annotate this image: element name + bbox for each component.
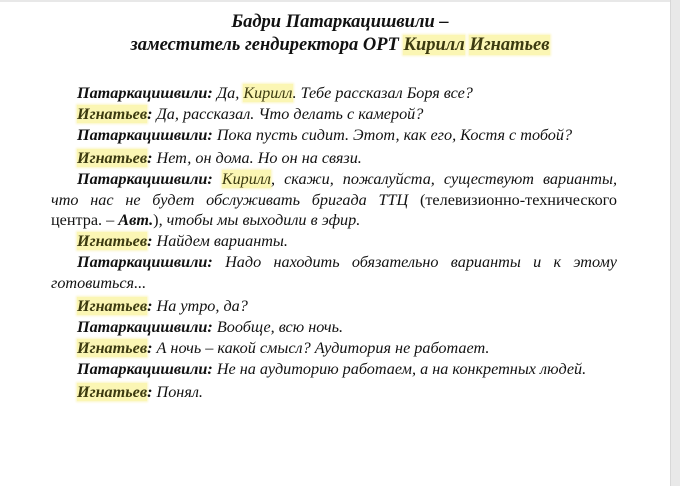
line-text: Вообще, всю ночь. bbox=[212, 317, 344, 336]
viewer-right-gutter bbox=[670, 0, 680, 486]
speaker-name: Патаркацишвили bbox=[77, 253, 208, 272]
dialogue-line bbox=[51, 382, 617, 403]
line-text: А ночь – какой смысл? Аудитория не работает. bbox=[152, 338, 490, 357]
line-text: Понял. bbox=[152, 382, 203, 401]
dialogue-line bbox=[51, 83, 617, 104]
speaker-colon: : bbox=[207, 84, 213, 102]
dialogue-line bbox=[51, 359, 617, 380]
dialogue-line bbox=[51, 252, 617, 294]
editor-note: (телевизионно-технического центра. – bbox=[51, 190, 617, 230]
speaker-name-highlighted: Игнатьев bbox=[77, 297, 148, 316]
dialogue-line bbox=[51, 125, 617, 146]
line-text: На утро, да? bbox=[152, 297, 248, 316]
dialogue-line bbox=[51, 169, 617, 232]
highlighted-name: Кирилл bbox=[243, 84, 293, 102]
dialogue-line bbox=[51, 104, 617, 125]
speaker-name-highlighted: Игнатьев bbox=[77, 104, 148, 123]
dialogue-transcript bbox=[51, 83, 617, 403]
speaker-colon: : bbox=[207, 169, 213, 188]
speaker-name: Патаркацишвили bbox=[77, 359, 208, 378]
speaker-name: Патаркацишвили bbox=[77, 317, 208, 336]
speaker-colon: : bbox=[207, 125, 213, 144]
speaker-name-highlighted: Игнатьев bbox=[77, 232, 148, 251]
title-line-2 bbox=[0, 34, 680, 57]
highlighted-first-name: Кирилл bbox=[403, 35, 465, 55]
line-text: Надо находить обязательно варианты и к этому готовиться... bbox=[51, 253, 617, 293]
speaker-colon: : bbox=[207, 359, 213, 378]
speaker-name: Патаркацишвили bbox=[77, 125, 208, 144]
line-text: Найдем варианты. bbox=[152, 232, 288, 251]
speaker-name-highlighted: Игнатьев bbox=[77, 338, 148, 357]
dialogue-line bbox=[51, 296, 617, 317]
speaker-colon: : bbox=[147, 338, 153, 357]
line-text: Нет, он дома. Но он на связи. bbox=[152, 148, 362, 167]
dialogue-line bbox=[51, 317, 617, 338]
dialogue-line bbox=[51, 231, 617, 252]
editor-note-close: ) bbox=[153, 211, 159, 230]
speaker-name: Патаркацишвили bbox=[77, 169, 208, 188]
speaker-colon: : bbox=[207, 253, 213, 272]
title-line-2-prefix: заместитель гендиректора ОРТ bbox=[130, 35, 404, 55]
highlighted-name: Кирилл bbox=[221, 169, 271, 188]
line-text: Да, bbox=[212, 84, 244, 102]
line-text: Пока пусть сидит. Этот, как его, Костя с тобой? bbox=[212, 125, 573, 144]
highlighted-last-name: Игнатьев bbox=[469, 35, 550, 55]
speaker-colon: : bbox=[147, 382, 153, 401]
speaker-name: Патаркацишвили bbox=[77, 84, 208, 102]
editor-note-author: Авт. bbox=[118, 211, 154, 230]
line-text bbox=[213, 170, 222, 188]
line-text: . Тебе рассказал Боря все? bbox=[292, 84, 473, 102]
line-text: , скажи, пожалуйста, существуют варианты, что нас не будет обслуживать бригада ТТЦ bbox=[51, 169, 617, 209]
line-text: Не на аудиторию работаем, а на конкретных людей. bbox=[212, 359, 587, 378]
dialogue-line bbox=[51, 148, 617, 169]
speaker-name-highlighted: Игнатьев bbox=[77, 148, 148, 167]
page-top-border bbox=[0, 0, 670, 2]
document-title bbox=[0, 11, 680, 57]
speaker-name-highlighted: Игнатьев bbox=[77, 382, 148, 401]
line-text: Да, рассказал. Что делать с камерой? bbox=[152, 104, 424, 123]
speaker-colon: : bbox=[147, 297, 153, 316]
line-text: , чтобы мы выходили в эфир. bbox=[158, 211, 361, 230]
title-line-1: Бадри Патаркацишвили – bbox=[231, 12, 449, 32]
speaker-colon: : bbox=[147, 148, 153, 167]
speaker-colon: : bbox=[207, 317, 213, 336]
speaker-colon: : bbox=[147, 104, 153, 123]
speaker-colon: : bbox=[147, 232, 153, 251]
dialogue-line bbox=[51, 338, 617, 359]
